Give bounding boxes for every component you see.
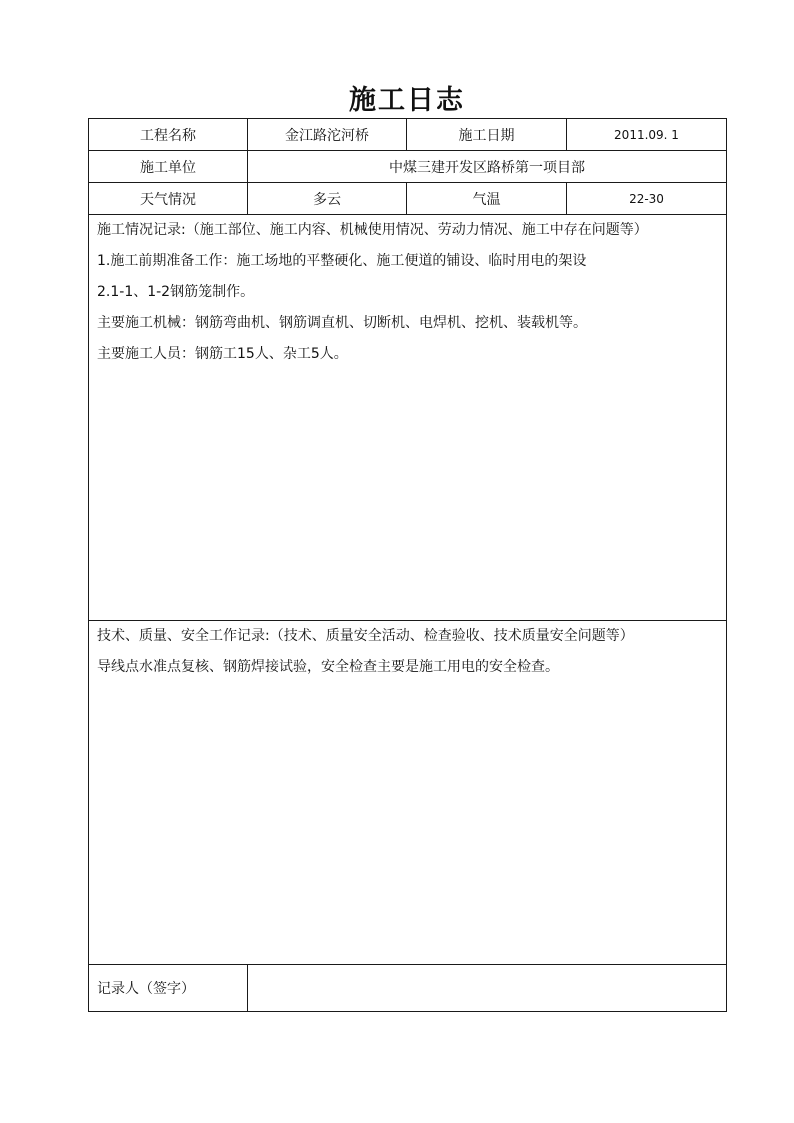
unit-value: 中煤三建开发区路桥第一项目部 [248,151,727,183]
construction-record-line: 2.1-1、1-2钢筋笼制作。 [97,284,255,300]
unit-row [89,151,727,183]
signature-field[interactable] [248,965,727,1012]
project-name-label: 工程名称 [89,119,248,151]
page-title: 施工日志 [349,85,465,116]
construction-record-heading: 施工情况记录:（施工部位、施工内容、机械使用情况、劳动力情况、施工中存在问题等） [97,222,648,238]
construction-log-table [88,118,727,1012]
safety-record-cell [89,621,727,965]
date-label: 施工日期 [407,119,567,151]
safety-record-line: 导线点水准点复核、钢筋焊接试验，安全检查主要是施工用电的安全检查。 [97,659,559,675]
construction-record-line: 1.施工前期准备工作：施工场地的平整硬化、施工便道的铺设、临时用电的架设 [97,253,587,269]
construction-record-row [89,215,727,621]
unit-label: 施工单位 [89,151,248,183]
weather-value: 多云 [248,183,407,215]
temperature-value: 22-30 [567,183,727,215]
project-row [89,119,727,151]
project-name-value: 金江路沱河桥 [248,119,407,151]
temperature-label: 气温 [407,183,567,215]
construction-record-line: 主要施工机械：钢筋弯曲机、钢筋调直机、切断机、电焊机、挖机、装载机等。 [97,315,587,331]
construction-record-cell [89,215,727,621]
construction-record-line: 主要施工人员：钢筋工15人、杂工5人。 [97,346,348,362]
safety-record-heading: 技术、质量、安全工作记录:（技术、质量安全活动、检查验收、技术质量安全问题等） [97,628,634,644]
signature-label: 记录人（签字） [89,965,248,1012]
weather-row [89,183,727,215]
safety-record-row [89,621,727,965]
signature-row [89,965,727,1012]
date-value: 2011.09. 1 [567,119,727,151]
weather-label: 天气情况 [89,183,248,215]
